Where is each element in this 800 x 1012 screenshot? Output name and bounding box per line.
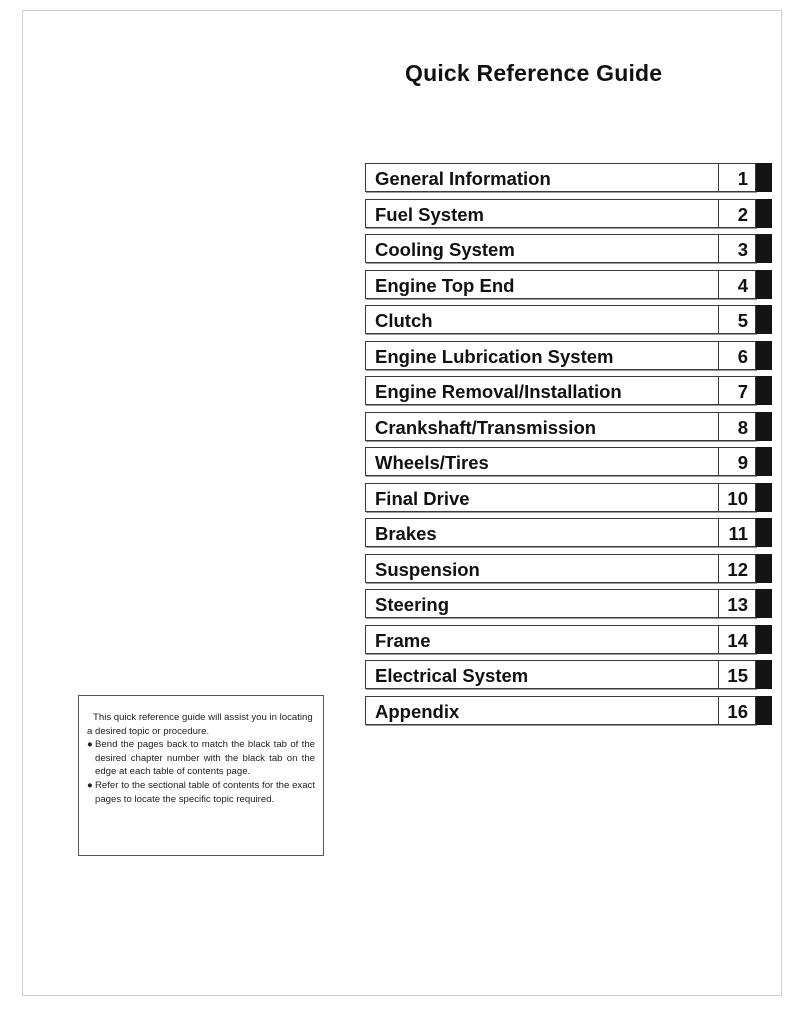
chapter-label: Wheels/Tires <box>375 452 489 473</box>
chapter-label-box <box>365 341 719 370</box>
chapter-black-tab[interactable] <box>756 376 772 405</box>
chapter-number: 13 <box>727 594 748 615</box>
chapter-row-cooling-system[interactable] <box>365 234 773 265</box>
chapter-black-tab[interactable] <box>756 589 772 618</box>
chapter-black-tab[interactable] <box>756 554 772 583</box>
chapter-black-tab[interactable] <box>756 412 772 441</box>
chapter-number-box <box>719 199 756 228</box>
chapter-number: 2 <box>737 203 748 225</box>
chapter-number-box <box>719 270 756 299</box>
chapter-label-box <box>365 518 719 547</box>
chapter-row-engine-removal-installation[interactable] <box>365 376 773 407</box>
chapter-number-box <box>719 234 756 263</box>
chapter-row-fuel-system[interactable] <box>365 199 773 230</box>
chapter-row-engine-top-end[interactable] <box>365 270 773 301</box>
chapter-label-box <box>365 270 719 299</box>
chapter-number: 1 <box>737 168 748 189</box>
chapter-number-box <box>719 412 756 441</box>
chapter-label-box <box>365 234 719 263</box>
chapter-label: Clutch <box>375 310 433 331</box>
chapter-label: Fuel System <box>375 203 484 225</box>
chapter-label-box <box>365 660 719 689</box>
chapter-number: 14 <box>727 629 748 651</box>
chapter-black-tab[interactable] <box>756 518 772 547</box>
usage-note-box <box>78 695 324 856</box>
chapter-number-box <box>719 625 756 654</box>
chapter-black-tab[interactable] <box>756 660 772 689</box>
chapter-black-tab[interactable] <box>756 199 772 228</box>
chapter-number: 5 <box>737 310 748 331</box>
chapter-black-tab[interactable] <box>756 447 772 476</box>
usage-note-intro: This quick reference guide will assist you in locating a desired topic or procedure. <box>87 712 313 737</box>
chapter-number-box <box>719 696 756 725</box>
chapter-label: Engine Top End <box>375 274 515 296</box>
chapter-label-box <box>365 199 719 228</box>
chapter-label-box <box>365 163 719 192</box>
chapter-number: 7 <box>737 381 748 402</box>
chapter-row-steering[interactable] <box>365 589 773 620</box>
chapter-label: Electrical System <box>375 665 529 686</box>
chapter-row-wheels-tires[interactable] <box>365 447 773 478</box>
chapter-row-general-information[interactable] <box>365 163 773 194</box>
chapter-row-clutch[interactable] <box>365 305 773 336</box>
chapter-label: General Information <box>375 168 551 189</box>
chapter-label: Steering <box>375 594 450 615</box>
chapter-number: 9 <box>737 452 748 473</box>
chapter-row-brakes[interactable] <box>365 518 773 549</box>
chapter-number-box <box>719 341 756 370</box>
chapter-black-tab[interactable] <box>756 696 772 725</box>
chapter-label: Engine Removal/Installation <box>375 381 622 402</box>
chapter-label: Engine Lubrication System <box>375 345 614 367</box>
chapter-number: 3 <box>737 239 748 260</box>
usage-note-bullet-text: Refer to the sectional table of contents for the exact pages to locate the specific topic required. <box>95 779 315 805</box>
chapter-row-appendix[interactable] <box>365 696 773 727</box>
page-title: Quick Reference Guide <box>405 60 663 86</box>
chapter-black-tab[interactable] <box>756 270 772 299</box>
bullet-dot-icon: ● <box>87 779 93 791</box>
chapter-number: 12 <box>727 558 748 580</box>
chapter-number-box <box>719 376 756 405</box>
chapter-black-tab[interactable] <box>756 163 772 192</box>
chapter-black-tab[interactable] <box>756 341 772 370</box>
chapter-black-tab[interactable] <box>756 625 772 654</box>
chapter-label-box <box>365 447 719 476</box>
bullet-dot-icon: ● <box>87 739 93 751</box>
chapter-number-box <box>719 305 756 334</box>
chapter-label-box <box>365 589 719 618</box>
chapter-label-box <box>365 554 719 583</box>
chapter-label-box <box>365 305 719 334</box>
chapter-row-frame[interactable] <box>365 625 773 656</box>
chapter-label-box <box>365 376 719 405</box>
chapter-number: 10 <box>727 487 748 509</box>
chapter-label: Frame <box>375 629 431 651</box>
chapter-number: 15 <box>727 665 748 686</box>
chapter-label-box <box>365 625 719 654</box>
chapter-row-electrical-system[interactable] <box>365 660 773 691</box>
chapter-label-box <box>365 483 719 512</box>
usage-note-bullet-text: Bend the pages back to match the black tab of the desired chapter number with the black tab on the edge at each table of contents page. <box>95 739 315 778</box>
chapter-black-tab[interactable] <box>756 483 772 512</box>
usage-note-bullet <box>87 738 315 779</box>
chapter-number-box <box>719 163 756 192</box>
chapter-label: Final Drive <box>375 487 470 509</box>
chapter-number-box <box>719 554 756 583</box>
chapter-row-suspension[interactable] <box>365 554 773 585</box>
chapter-number-box <box>719 589 756 618</box>
chapter-number-box <box>719 483 756 512</box>
chapter-row-final-drive[interactable] <box>365 483 773 514</box>
chapter-black-tab[interactable] <box>756 234 772 263</box>
chapter-label-box <box>365 696 719 725</box>
chapter-label: Brakes <box>375 523 437 544</box>
chapter-black-tab[interactable] <box>756 305 772 334</box>
chapter-number-box <box>719 447 756 476</box>
chapter-number-box <box>719 518 756 547</box>
chapter-label: Appendix <box>375 700 460 722</box>
chapter-number: 16 <box>727 700 748 722</box>
chapter-number: 8 <box>737 416 748 438</box>
chapter-number: 11 <box>728 523 748 544</box>
chapter-row-crankshaft-transmission[interactable] <box>365 412 773 443</box>
chapter-row-engine-lubrication-system[interactable] <box>365 341 773 372</box>
chapter-label: Crankshaft/Transmission <box>375 416 597 438</box>
usage-note-bullet <box>87 779 315 806</box>
chapter-label: Suspension <box>375 558 480 580</box>
chapter-number-box <box>719 660 756 689</box>
chapter-label: Cooling System <box>375 239 515 260</box>
chapter-number: 4 <box>737 274 748 296</box>
chapter-label-box <box>365 412 719 441</box>
chapter-number: 6 <box>737 345 748 367</box>
